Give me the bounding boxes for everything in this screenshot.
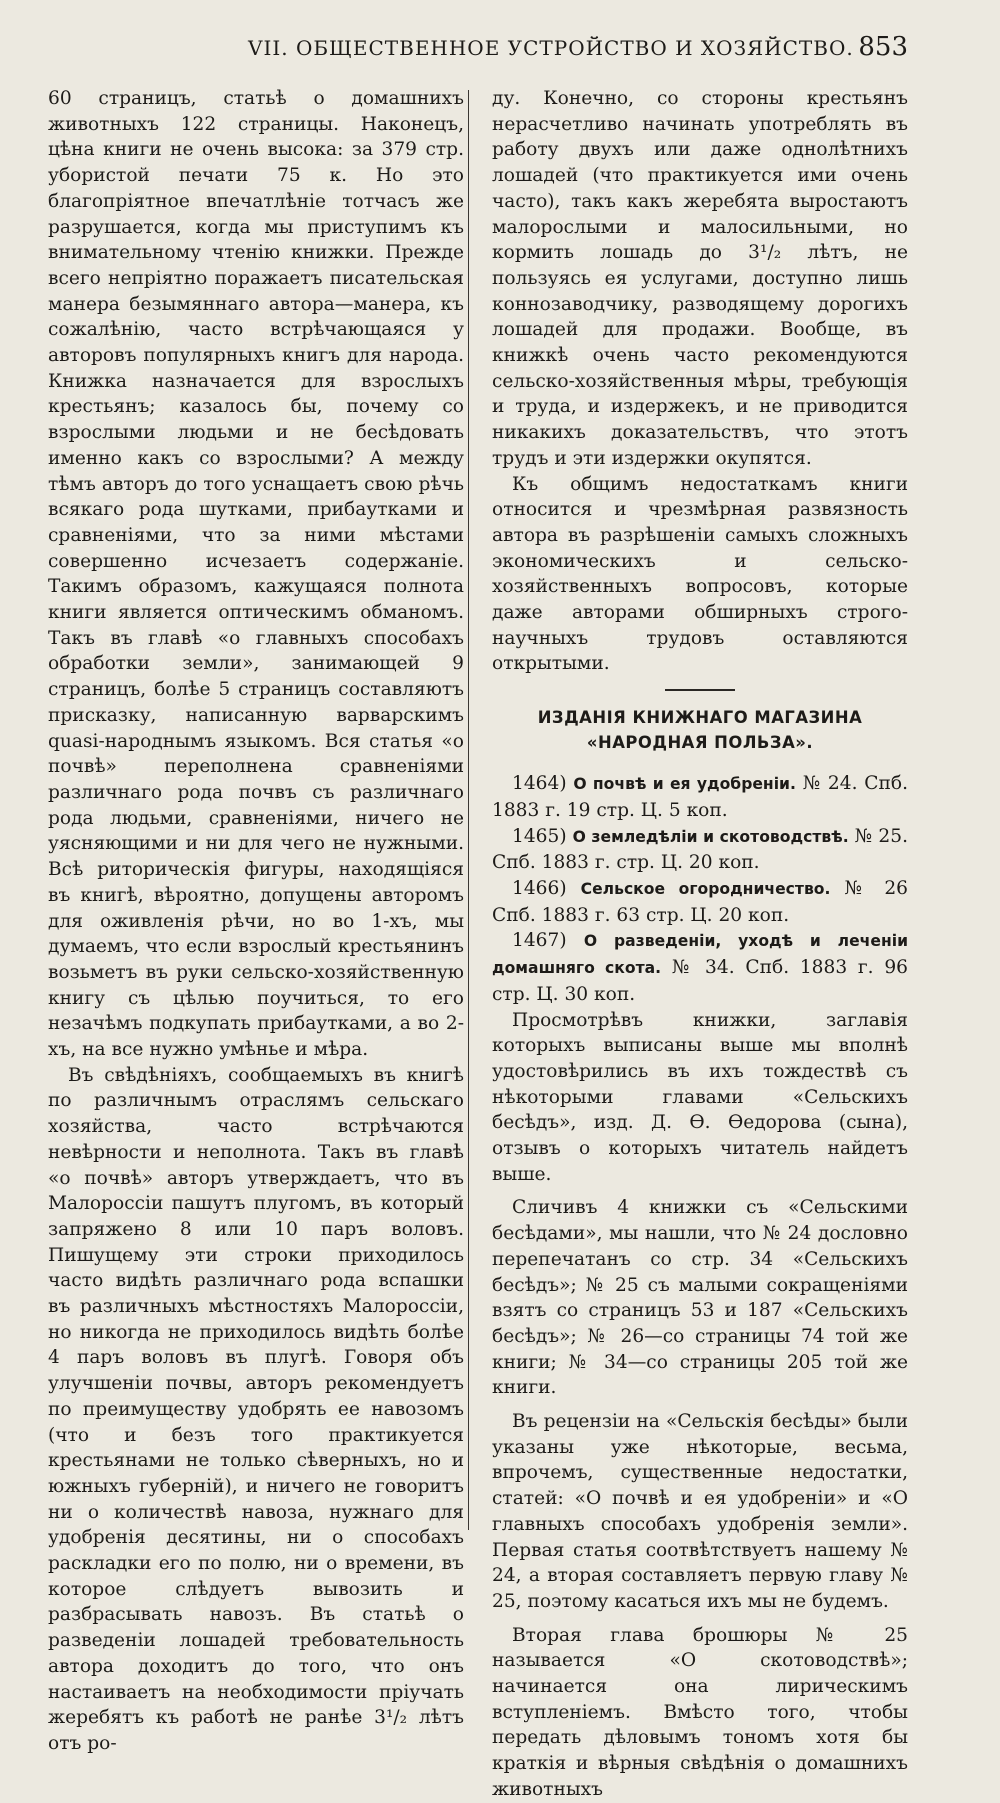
running-title: VII. ОБЩЕСТВЕННОЕ УСТРОЙСТВО И ХОЗЯЙСТВО. — [248, 36, 854, 60]
list-item — [492, 824, 908, 876]
item-number: 1465) — [512, 825, 567, 847]
item-details: № 26 Спб. 1883 г. 63 стр. Ц. 20 коп. — [492, 877, 908, 926]
column-divider — [468, 90, 469, 1530]
item-details: № 25. Спб. 1883 г. стр. Ц. 20 коп. — [492, 825, 908, 874]
list-item — [492, 771, 908, 823]
paragraph: Сличивъ 4 книжки съ «Сельскими бесѣдами», мы нашли, что № 24 дословно перепечатанъ со стр. 34 «Сельскихъ бесѣдъ»; № 25 съ малыми сокращеніями взятъ со страницъ 53 и 187 «Сельскихъ бесѣдъ»; № 26—со страницы 74 той же книги; № 34—со страницы 205 той же книги. — [492, 1197, 908, 1399]
paragraph: ду. Конечно, со стороны крестьянъ нерасчетливо начинать употреблять въ работу двухъ или даже однолѣтнихъ лошадей (что практикуется ими очень часто), такъ какъ жеребята выростаютъ малорослыми и малосильными, но кормить лошадь до 3¹/₂ лѣтъ, не пользуясь ея услугами, доступно лишь коннозаводчику, разводящему дорогихъ лошадей для продажи. Вообще, въ книжкѣ очень часто рекомендуются сельско-хозяйственныя мѣры, требующія и труда, и издержекъ, и не приводится никакихъ доказательствъ, что этотъ трудъ и эти издержки окупятся. — [492, 88, 908, 469]
paragraph: Просмотрѣвъ книжки, заглавія которыхъ выписаны выше мы вполнѣ удостовѣрились въ ихъ тождествѣ съ нѣкоторыми главами «Сельскихъ бесѣдъ», изд. Д. Ѳ. Ѳедорова (сына), отзывъ о которыхъ читатель найдетъ выше. — [492, 1009, 908, 1185]
right-column — [492, 86, 908, 1803]
list-item — [492, 876, 908, 928]
section-divider — [665, 689, 735, 691]
item-number: 1466) — [512, 877, 567, 899]
page-number: 853 — [858, 32, 908, 62]
paragraph: Къ общимъ недостаткамъ книги относится и чрезмѣрная развязность автора въ разрѣшеніи самыхъ сложныхъ экономическихъ и сельско-хозяйственныхъ вопросовъ, которые даже авторами обширныхъ строго-научныхъ трудовъ оставляются открытыми. — [492, 473, 908, 675]
item-details: № 34. Спб. 1883 г. 96 стр. Ц. 30 коп. — [492, 957, 908, 1005]
page-header — [48, 32, 908, 70]
left-column — [48, 86, 464, 1757]
section-heading: ИЗДАНІЯ КНИЖНАГО МАГАЗИНА «НАРОДНАЯ ПОЛЬЗА». — [537, 708, 863, 753]
paragraph: Вторая глава брошюры № 25 называется «О скотоводствѣ»; начинается она лирическимъ вступленіемъ. Вмѣсто того, чтобы передать дѣловымъ тономъ хотя бы краткія и вѣрныя свѣдѣнія о домашнихъ животныхъ — [492, 1624, 908, 1800]
item-title: О земледѣліи и скотоводствѣ. — [572, 827, 849, 846]
item-details: № 24. Спб. 1883 г. 19 стр. Ц. 5 коп. — [492, 773, 908, 821]
paragraph: Въ свѣдѣніяхъ, сообщаемыхъ въ книгѣ по различнымъ отраслямъ сельскаго хозяйства, часто встрѣчаются невѣрности и неполнота. Такъ въ главѣ «о почвѣ» авторъ утверждаетъ, что въ Малороссіи пашутъ плугомъ, въ который запряжено 8 или 10 паръ воловъ. Пишущему эти строки приходилось часто видѣть различнаго рода вспашки въ различныхъ мѣстностяхъ Малороссіи, но никогда не приходилось видѣть болѣе 4 паръ воловъ въ плугѣ. Говоря объ улучшеніи почвы, авторъ рекомендуетъ по преимуществу удобрять ее навозомъ (что и безъ того практикуется крестьянами не только сѣверныхъ, но и южныхъ губерній), и ничего не говоритъ ни о количествѣ навоза, нужнаго для удобренія десятины, ни о способахъ раскладки его по полю, ни о времени, въ которое слѣдуетъ вывозить и разбрасывать навозъ. Въ статьѣ о разведеніи лошадей требовательность автора доходитъ до того, что онъ настаиваетъ на необходимости пріучать жеребятъ къ работѣ не ранѣе 3¹/₂ лѣтъ отъ ро- — [48, 1064, 464, 1754]
list-item — [492, 928, 908, 1007]
paragraph: 60 страницъ, статьѣ о домашнихъ животныхъ 122 страницы. Наконецъ, цѣна книги не очень высока: за 379 стр. убористой печати 75 к. Но это благопріятное впечатлѣніе тотчасъ же разрушается, когда мы приступимъ къ внимательному чтенію книжки. Прежде всего непріятно поражаетъ писательская манера безымяннаго автора—манера, къ сожалѣнію, часто встрѣчающаяся у авторовъ популярныхъ книгъ для народа. Книжка назначается для взрослыхъ крестьянъ; казалось бы, почему со взрослыми людьми и не бесѣдовать именно какъ со взрослыми? А между тѣмъ авторъ до того уснащаетъ свою рѣчь всякаго рода шутками, прибаутками и сравненіями, что за ними мѣстами совершенно исчезаетъ содержаніе. Такимъ образомъ, кажущаяся полнота книги является оптическимъ обманомъ. Такъ въ главѣ «о главныхъ способахъ обработки земли», занимающей 9 страницъ, болѣе 5 страницъ составляютъ присказку, написанную варварскимъ quasi-народнымъ языкомъ. Вся статья «о почвѣ» переполнена сравненіями различнаго рода почвъ съ различнаго рода людьми, сравненіями, ничего не уясняющими и ни для чего не нужными. Всѣ риторическія фигуры, находящіяся въ книгѣ, вѣроятно, допущены авторомъ для оживленія рѣчи, но во 1-хъ, мы думаемъ, что если взрослый крестьянинъ возьметъ въ руки сельско-хозяйственную книгу съ цѣлью поучиться, то его незачѣмъ подкупать прибаутками, а во 2-хъ, на все нужно умѣнье и мѣра. — [48, 88, 464, 1061]
paragraph: Въ рецензіи на «Сельскія бесѣды» были указаны уже нѣкоторые, весьма, впрочемъ, существенные недостатки, статей: «О почвѣ и ея удобреніи» и «О главныхъ способахъ удобренія земли». Первая статья соотвѣтствуетъ нашему № 24, а вторая составляетъ первую главу № 25, поэтому касаться ихъ мы не будемъ. — [492, 1411, 908, 1612]
item-number: 1467) — [512, 930, 567, 952]
item-number: 1464) — [512, 773, 567, 795]
item-title: О почвѣ и ея удобреніи. — [573, 775, 796, 794]
item-title: Сельское огородничество. — [580, 879, 831, 898]
item-title: О разведеніи, уходѣ и леченіи домашняго скота. — [492, 932, 908, 978]
